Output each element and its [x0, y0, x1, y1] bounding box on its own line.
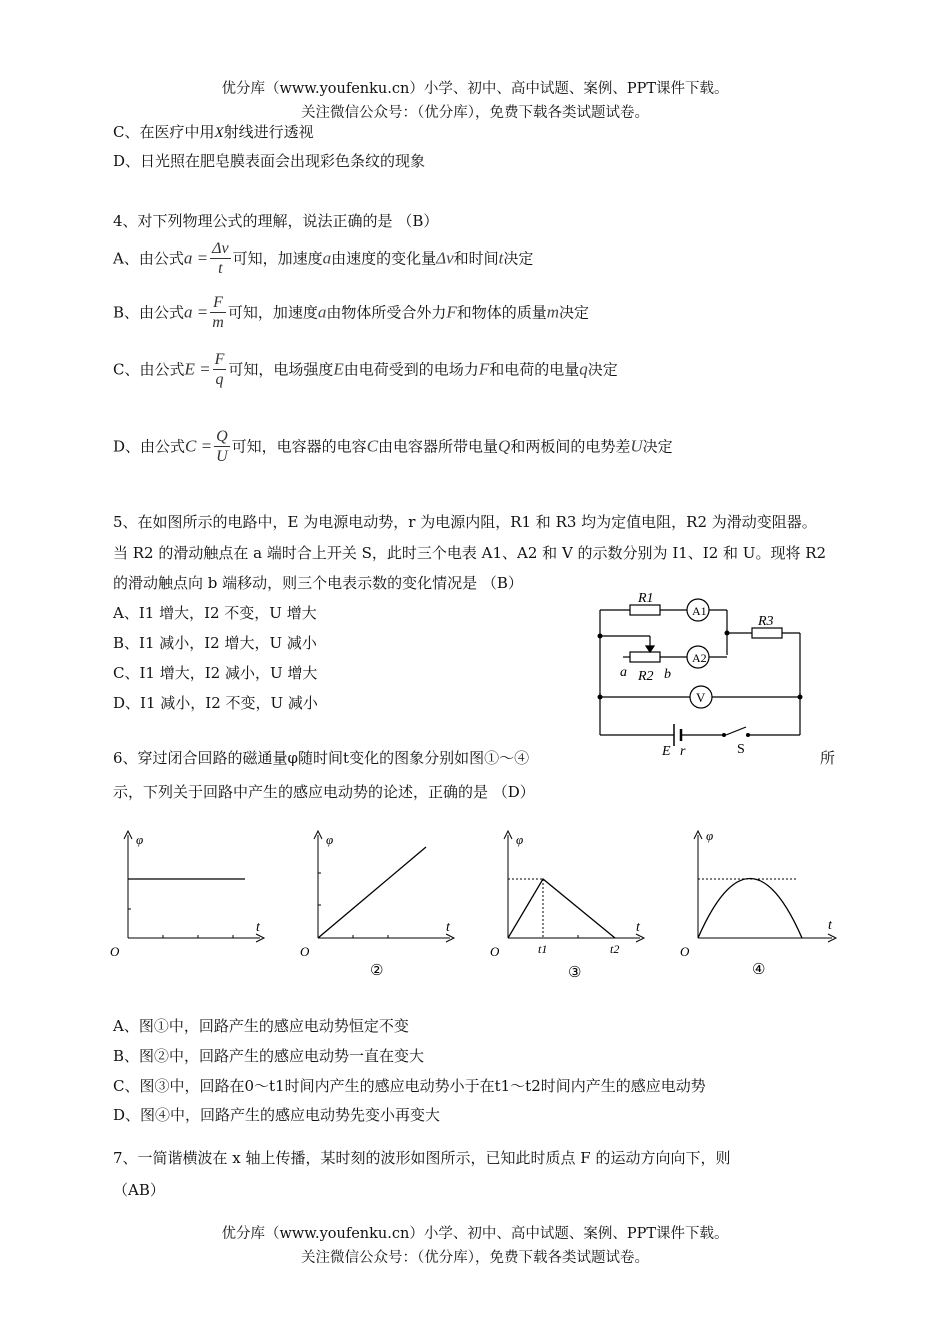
graph-number-4: ④ — [752, 962, 766, 978]
label-r1: R1 — [638, 591, 654, 606]
footer-line-2: 关注微信公众号：（优分库），免费下载各类试题试卷。 — [301, 1250, 649, 1266]
circuit-diagram — [590, 590, 815, 760]
phi-curve — [318, 847, 426, 938]
origin-label: O — [490, 944, 500, 959]
q4-option-c: C、由公式E = $\frac{F}{q}$ 可知，电场强度E由电荷受到的电场力F和电荷的电量q决定 — [113, 351, 618, 388]
axis-label-t: t — [828, 918, 832, 933]
label-r: r — [680, 744, 686, 759]
fraction: $\frac{Q}{U}$ — [216, 428, 228, 465]
switch-contact — [746, 733, 750, 737]
q7-line-2: （AB） — [113, 1181, 165, 1199]
graph-2 — [290, 825, 470, 985]
phi-curve — [508, 879, 615, 938]
q6-option-a: A、图①中，回路产生的感应电动势恒定不变 — [113, 1017, 409, 1035]
junction-dot — [725, 631, 730, 636]
q5-line-1: 5、在如图所示的电路中，E 为电源电动势，r 为电源内阻，R1 和 R3 均为定值电阻，R2 为滑动变阻器。 — [113, 513, 817, 531]
q5-line-3: 的滑动触点向 b 端移动，则三个电表示数的变化情况是 （B） — [113, 574, 523, 592]
q3-option-c: C、在医疗中用X射线进行透视 — [113, 123, 314, 141]
axis-label-phi: φ — [706, 828, 714, 843]
footer-line-1: 优分库（www.youfenku.cn）小学、初中、高中试题、案例、PPT课件下载。 — [221, 1226, 729, 1242]
q6-line-1-tail: 所 — [820, 749, 836, 767]
label-r2: R2 — [638, 669, 654, 684]
q5-option-b: B、I1 减小，I2 增大，U 减小 — [113, 634, 317, 652]
axis-label-t: t — [636, 920, 640, 935]
slider-arrow — [646, 646, 654, 652]
label-s: S — [737, 742, 745, 757]
axis-label-phi: φ — [516, 832, 524, 847]
q5-option-c: C、I1 增大，I2 减小，U 增大 — [113, 664, 318, 682]
q5-option-d: D、I1 减小，I2 不变，U 减小 — [113, 694, 318, 712]
q5-option-a: A、I1 增大，I2 不变，U 增大 — [113, 604, 317, 622]
q6-option-c: C、图③中，回路在0～t1时间内产生的感应电动势小于在t1～t2时间内产生的感应电动势 — [113, 1077, 706, 1095]
axis-label-t: t — [446, 920, 450, 935]
label-v: V — [696, 690, 706, 705]
q4-option-b: B、由公式a = $\frac{F}{m}$ 可知，加速度a由物体所受合外力F和物体的质量m决定 — [113, 294, 590, 331]
q4-stem: 4、对下列物理公式的理解，说法正确的是 （B） — [113, 212, 439, 230]
fraction: $\frac{\Delta v}{t}$ — [212, 240, 229, 277]
axis-label-phi: φ — [326, 832, 334, 847]
tick-label-t2: t2 — [610, 942, 620, 956]
graph-number-3: ③ — [568, 965, 582, 981]
resistor-r3 — [752, 628, 782, 638]
label-a: a — [620, 665, 627, 680]
label-r3: R3 — [758, 614, 774, 629]
axis-label-phi: φ — [136, 832, 144, 847]
junction-dot — [798, 695, 803, 700]
origin-label: O — [110, 944, 120, 959]
origin-label: O — [300, 944, 310, 959]
header-line-2: 关注微信公众号：（优分库），免费下载各类试题试卷。 — [301, 105, 649, 121]
graph-4 — [670, 825, 850, 985]
label-a2: A2 — [692, 651, 707, 665]
switch-contact — [722, 733, 726, 737]
q3-option-d: D、日光照在肥皂膜表面会出现彩色条纹的现象 — [113, 152, 426, 170]
label-e: E — [662, 744, 671, 759]
graph-3 — [480, 825, 660, 985]
q7-line-1: 7、一简谐横波在 x 轴上传播，某时刻的波形如图所示，已知此时质点 F 的运动方向向下，则 — [113, 1149, 731, 1167]
q5-line-2: 当 R2 的滑动触点在 a 端时合上开关 S，此时三个电表 A1、A2 和 V 的示数分别为 I1、I2 和 U。现将 R2 — [113, 544, 827, 562]
q6-option-d: D、图④中，回路产生的感应电动势先变小再变大 — [113, 1106, 441, 1124]
origin-label: O — [680, 944, 690, 959]
junction-dot — [598, 634, 603, 639]
fraction: $\frac{F}{m}$ — [212, 294, 224, 331]
q6-line-1: 6、穿过闭合回路的磁通量φ随时间t变化的图象分别如图①～④ — [113, 749, 530, 767]
graph-1 — [100, 825, 280, 975]
label-a1: A1 — [692, 604, 707, 618]
resistor-r1 — [630, 605, 660, 615]
junction-dot — [598, 695, 603, 700]
fraction: $\frac{F}{q}$ — [214, 351, 225, 388]
header-line-1: 优分库（www.youfenku.cn）小学、初中、高中试题、案例、PPT课件下载。 — [221, 81, 729, 97]
axis-label-t: t — [256, 920, 260, 935]
phi-curve — [698, 879, 802, 939]
q4-option-a: A、由公式a = $\frac{\Delta v}{t}$ 可知，加速度a由速度的变化量Δv和时间t决定 — [113, 240, 534, 277]
q6-line-2: 示，下列关于回路中产生的感应电动势的论述，正确的是 （D） — [113, 783, 535, 801]
label-b: b — [664, 667, 671, 682]
graph-number-2: ② — [370, 963, 384, 979]
switch-s — [726, 727, 746, 735]
tick-label-t1: t1 — [538, 942, 548, 956]
rheostat-r2 — [630, 652, 660, 662]
q6-option-b: B、图②中，回路产生的感应电动势一直在变大 — [113, 1047, 425, 1065]
q4-option-d: D、由公式C = $\frac{Q}{U}$ 可知，电容器的电容C由电容器所带电量Q和两板间的电势差U决定 — [113, 428, 673, 465]
